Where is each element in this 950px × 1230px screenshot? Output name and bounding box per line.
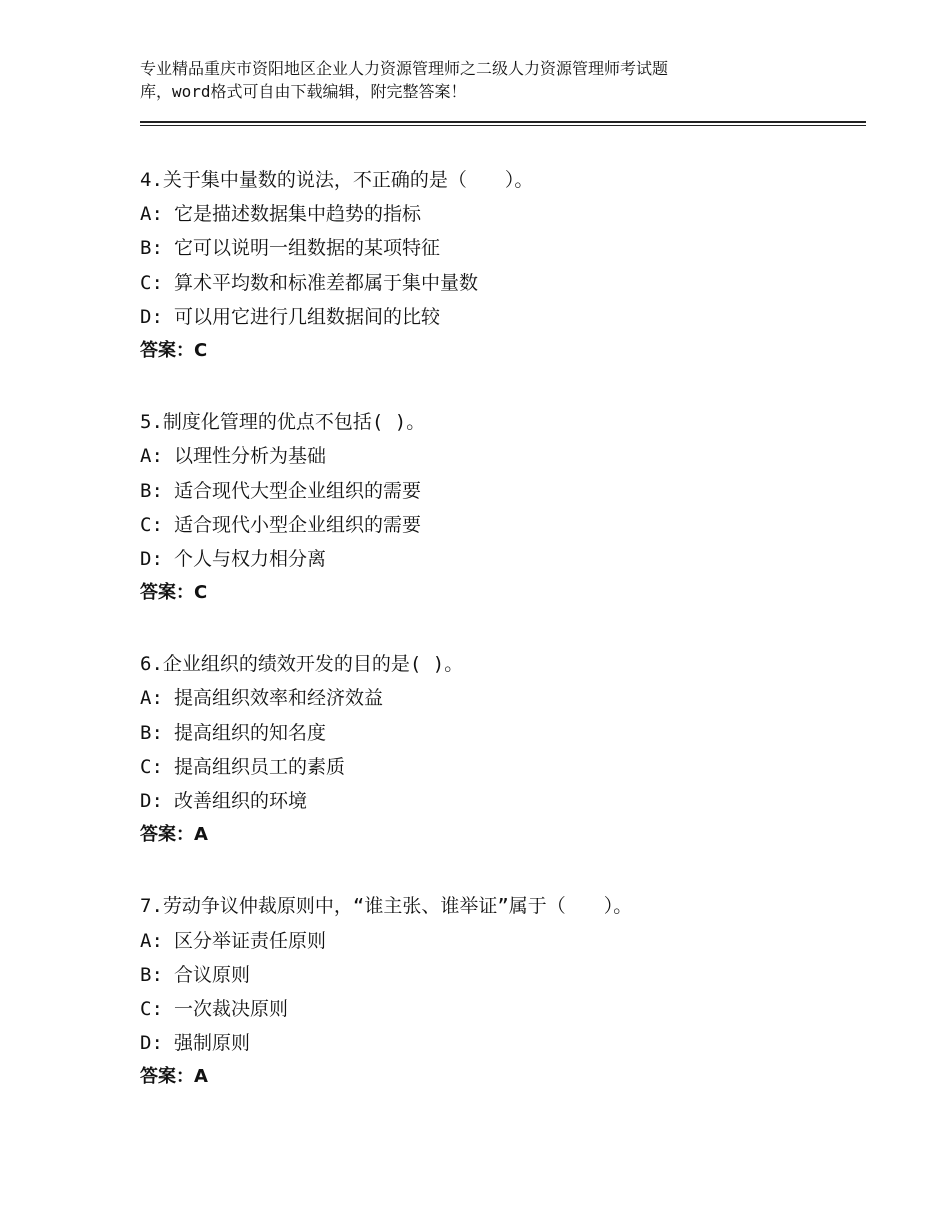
option-text: 强制原则 xyxy=(174,1032,251,1055)
option-text: 以理性分析为基础 xyxy=(174,445,327,468)
option-text: 它可以说明一组数据的某项特征 xyxy=(174,237,441,260)
option-key: C: xyxy=(140,513,163,536)
option-text: 合议原则 xyxy=(174,963,251,986)
option-d xyxy=(140,300,860,334)
option-key: D: xyxy=(140,547,163,570)
option-key: D: xyxy=(140,305,163,328)
answer: 答案：A xyxy=(140,824,208,846)
answer: 答案：C xyxy=(140,339,208,361)
option-c xyxy=(140,992,860,1026)
option-key: D: xyxy=(140,1032,163,1055)
option-key: C: xyxy=(140,271,163,294)
option-text: 改善组织的环境 xyxy=(174,790,308,812)
option-b xyxy=(140,958,860,992)
option-b xyxy=(140,231,860,265)
option-b xyxy=(140,474,860,508)
option-a xyxy=(140,197,860,231)
header-divider-thick xyxy=(140,121,866,123)
option-c xyxy=(140,750,860,784)
option-c xyxy=(140,266,860,300)
option-text: 它是描述数据集中趋势的指标 xyxy=(174,203,422,226)
option-key: A: xyxy=(140,929,163,952)
option-b xyxy=(140,716,860,750)
option-c xyxy=(140,508,860,542)
option-a xyxy=(140,439,860,473)
question-stem: 7.劳动争议仲裁原则中，“谁主张、谁举证”属于（ ）。 xyxy=(140,895,633,918)
question-list xyxy=(140,163,860,1132)
header-divider-thin xyxy=(140,125,866,126)
header-title-line-1: 专业精品重庆市资阳地区企业人力资源管理师之二级人力资源管理师考试题 xyxy=(140,59,669,78)
option-text: 提高组织员工的素质 xyxy=(174,755,346,778)
question-stem: 5.制度化管理的优点不包括( )。 xyxy=(140,411,426,434)
option-key: B: xyxy=(140,479,163,502)
option-text: 提高组织效率和经济效益 xyxy=(174,687,384,710)
option-key: C: xyxy=(140,755,163,778)
question-stem: 6.企业组织的绩效开发的目的是( )。 xyxy=(140,653,464,676)
option-key: A: xyxy=(140,687,163,710)
option-key: C: xyxy=(140,997,163,1020)
question-stem: 4.关于集中量数的说法，不正确的是（ ）。 xyxy=(140,169,534,191)
document-header xyxy=(140,57,780,103)
option-text: 个人与权力相分离 xyxy=(174,547,327,570)
option-key: B: xyxy=(140,237,163,260)
option-key: B: xyxy=(140,721,163,744)
option-text: 可以用它进行几组数据间的比较 xyxy=(174,305,441,328)
answer: 答案：A xyxy=(140,1066,208,1088)
question-6 xyxy=(140,647,860,852)
option-key: A: xyxy=(140,445,163,468)
option-a xyxy=(140,924,860,958)
option-text: 适合现代大型企业组织的需要 xyxy=(174,479,422,502)
option-text: 提高组织的知名度 xyxy=(174,721,327,744)
option-d xyxy=(140,542,860,576)
option-d xyxy=(140,1026,860,1060)
option-text: 适合现代小型企业组织的需要 xyxy=(174,513,422,536)
question-5 xyxy=(140,405,860,610)
option-text: 一次裁决原则 xyxy=(174,997,289,1020)
option-key: D: xyxy=(140,790,163,812)
option-key: B: xyxy=(140,963,163,986)
option-text: 算术平均数和标准差都属于集中量数 xyxy=(174,271,479,294)
option-key: A: xyxy=(140,203,163,226)
header-title-line-2: 库，word格式可自由下载编辑，附完整答案！ xyxy=(140,82,467,101)
option-d xyxy=(140,784,860,818)
answer: 答案：C xyxy=(140,582,208,604)
question-7 xyxy=(140,889,860,1094)
option-a xyxy=(140,681,860,715)
option-text: 区分举证责任原则 xyxy=(174,929,327,952)
question-4 xyxy=(140,163,860,368)
